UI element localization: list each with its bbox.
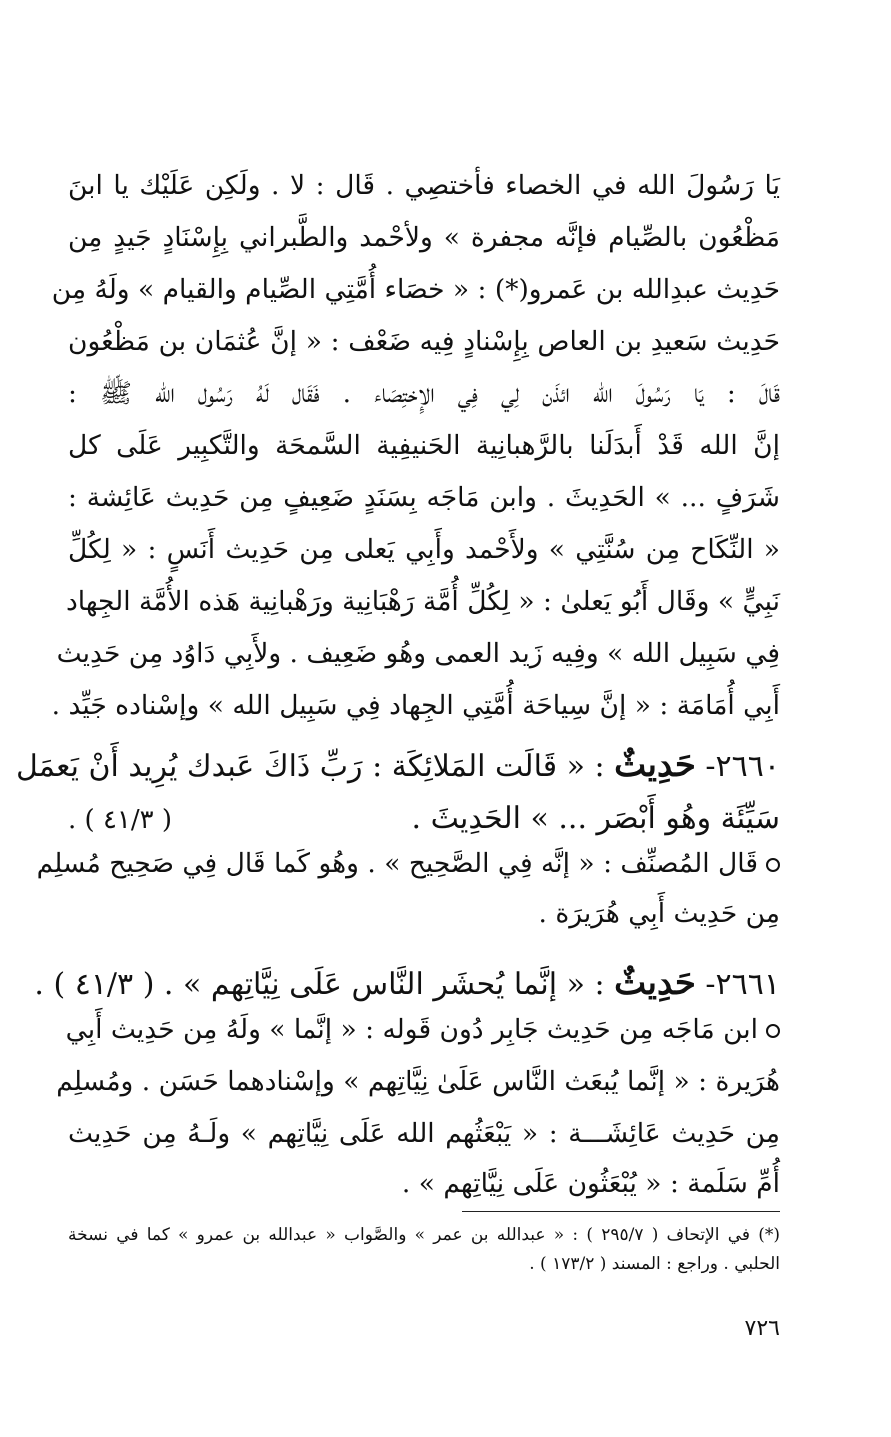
paragraph-line: حَدِيث سَعيدِ بن العاص بِإِسْنادٍ فِيه ضَعْف : « إنَّ عُثمَان بن مَظْعُون bbox=[68, 326, 780, 357]
paragraph-line: « النِّكَاح مِن سُنَّتِي » ولأَحْمد وأَبِي يَعلى مِن حَدِيث أَنَسٍ : « لِكُلِّ bbox=[68, 534, 780, 565]
paragraph-line: نَبِيٍّ » وقَال أَبُو يَعلىٰ : « لِكُلِّ أُمَّة رَهْبَانِية ورَهْبانِية هَذه الأُمَّة الجِهاد bbox=[65, 586, 780, 617]
commentary-text: قَال المُصنِّف : « إنَّه فِي الصَّحِيح » . وهُو كَما قَال فِي صَحِيح مُسلِم bbox=[36, 848, 758, 879]
commentary-line bbox=[36, 844, 780, 884]
hadith-heading bbox=[34, 960, 780, 1008]
hadith-keyword: حَدِيثٌ bbox=[614, 745, 696, 785]
hadith-text: : « قَالَت المَلائِكَة : رَبِّ ذَاكَ عَبدك يُرِيد أَنْ يَعمَل bbox=[16, 749, 605, 784]
commentary-line: مِن حَدِيث عَائِشَـــة : « يَبْعَثُهم الله عَلَى نِيَّاتِهم » ولَـهُ مِن حَدِيث bbox=[68, 1118, 780, 1149]
paragraph-line: شَرَفٍ ... » الحَدِيثَ . وابن مَاجَه بِسَنَدٍ ضَعِيفٍ مِن حَدِيث عَائِشة : bbox=[68, 482, 780, 513]
circle-bullet-icon bbox=[766, 858, 780, 872]
footnote-divider bbox=[462, 1211, 780, 1212]
footnote-line: الحلبي . وراجع : المسند ( ١٧٣/٢ ) . bbox=[529, 1254, 780, 1274]
hadith-number: ٢٦٦٠- bbox=[705, 749, 780, 784]
footnote-line: (*) في الإتحاف ( ٢٩٥/٧ ) : « عبدالله بن عمر » والصَّواب « عبدالله بن عمرو » كما في نسخة bbox=[68, 1225, 780, 1245]
hadith-reference: ( ٤١/٣ ) . bbox=[68, 805, 173, 835]
commentary-text: ابن مَاجَه مِن حَدِيث جَابِر دُون قَوله : « إنَّما » ولَهُ مِن حَدِيث أَبِي bbox=[65, 1014, 758, 1045]
commentary-line: أُمِّ سَلَمة : « يُبْعَثُون عَلَى نِيَّاتِهم » . bbox=[401, 1168, 780, 1199]
hadith-text: : « إنَّما يُحشَر النَّاس عَلَى نِيَّاتِهم » . ( ٤١/٣ ) . bbox=[34, 967, 605, 1002]
paragraph-line: إنَّ الله قَدْ أَبدَلَنا بالرَّهبانِية الحَنيفِية السَّمحَة والتَّكبِير عَلَى كل bbox=[68, 430, 780, 461]
commentary-line: مِن حَدِيث أَبِي هُرَيرَة . bbox=[538, 898, 780, 929]
hadith-keyword: حَدِيثٌ bbox=[614, 963, 696, 1003]
hadith-text-line: سَيِّئَة وهُو أَبْصَر ... » الحَدِيثَ . bbox=[411, 801, 780, 836]
paragraph-line: حَدِيث عبدِالله بن عَمرو(*) : « خصَاء أُمَّتِي الصِّيام والقيام » ولَهُ مِن bbox=[51, 274, 780, 305]
paragraph-line: مَظْعُون بالصِّيام فإنَّه مجفرة » ولأحْمد والطَّبراني بِإِسْنَادٍ جَيدٍ مِن bbox=[68, 222, 780, 253]
circle-bullet-icon bbox=[766, 1024, 780, 1038]
commentary-line: هُرَيرة : « إنَّما يُبعَث النَّاس عَلَىٰ نِيَّاتِهم » وإسْنادهما حَسَن . ومُسلِم bbox=[56, 1066, 780, 1097]
paragraph-line: أَبِي أُمَامَة : « إنَّ سِياحَة أُمَّتِي الجِهاد فِي سَبِيل الله » وإسْناده جَيِّد . bbox=[51, 690, 780, 721]
hadith-number: ٢٦٦١- bbox=[705, 967, 780, 1002]
paragraph-line: يَا رَسُولَ الله في الخصاء فأختصِي . قَال : لا . ولَكِن عَلَيْك يا ابنَ bbox=[68, 170, 780, 201]
hadith-heading bbox=[16, 742, 780, 790]
paragraph-line: فِي سَبِيل الله » وفِيه زَيد العمى وهُو ضَعِيف . ولأَبِي دَاوُد مِن حَدِيث bbox=[56, 638, 780, 669]
paragraph-line: قَالَ : يَا رَسُولَ الله ائذَن لِي فِي الإِختِصَاء . فَقَال لَهُ رَسُول الله ﷺ : bbox=[68, 378, 780, 409]
commentary-line bbox=[65, 1010, 780, 1050]
page-number: ٧٢٦ bbox=[744, 1316, 780, 1341]
